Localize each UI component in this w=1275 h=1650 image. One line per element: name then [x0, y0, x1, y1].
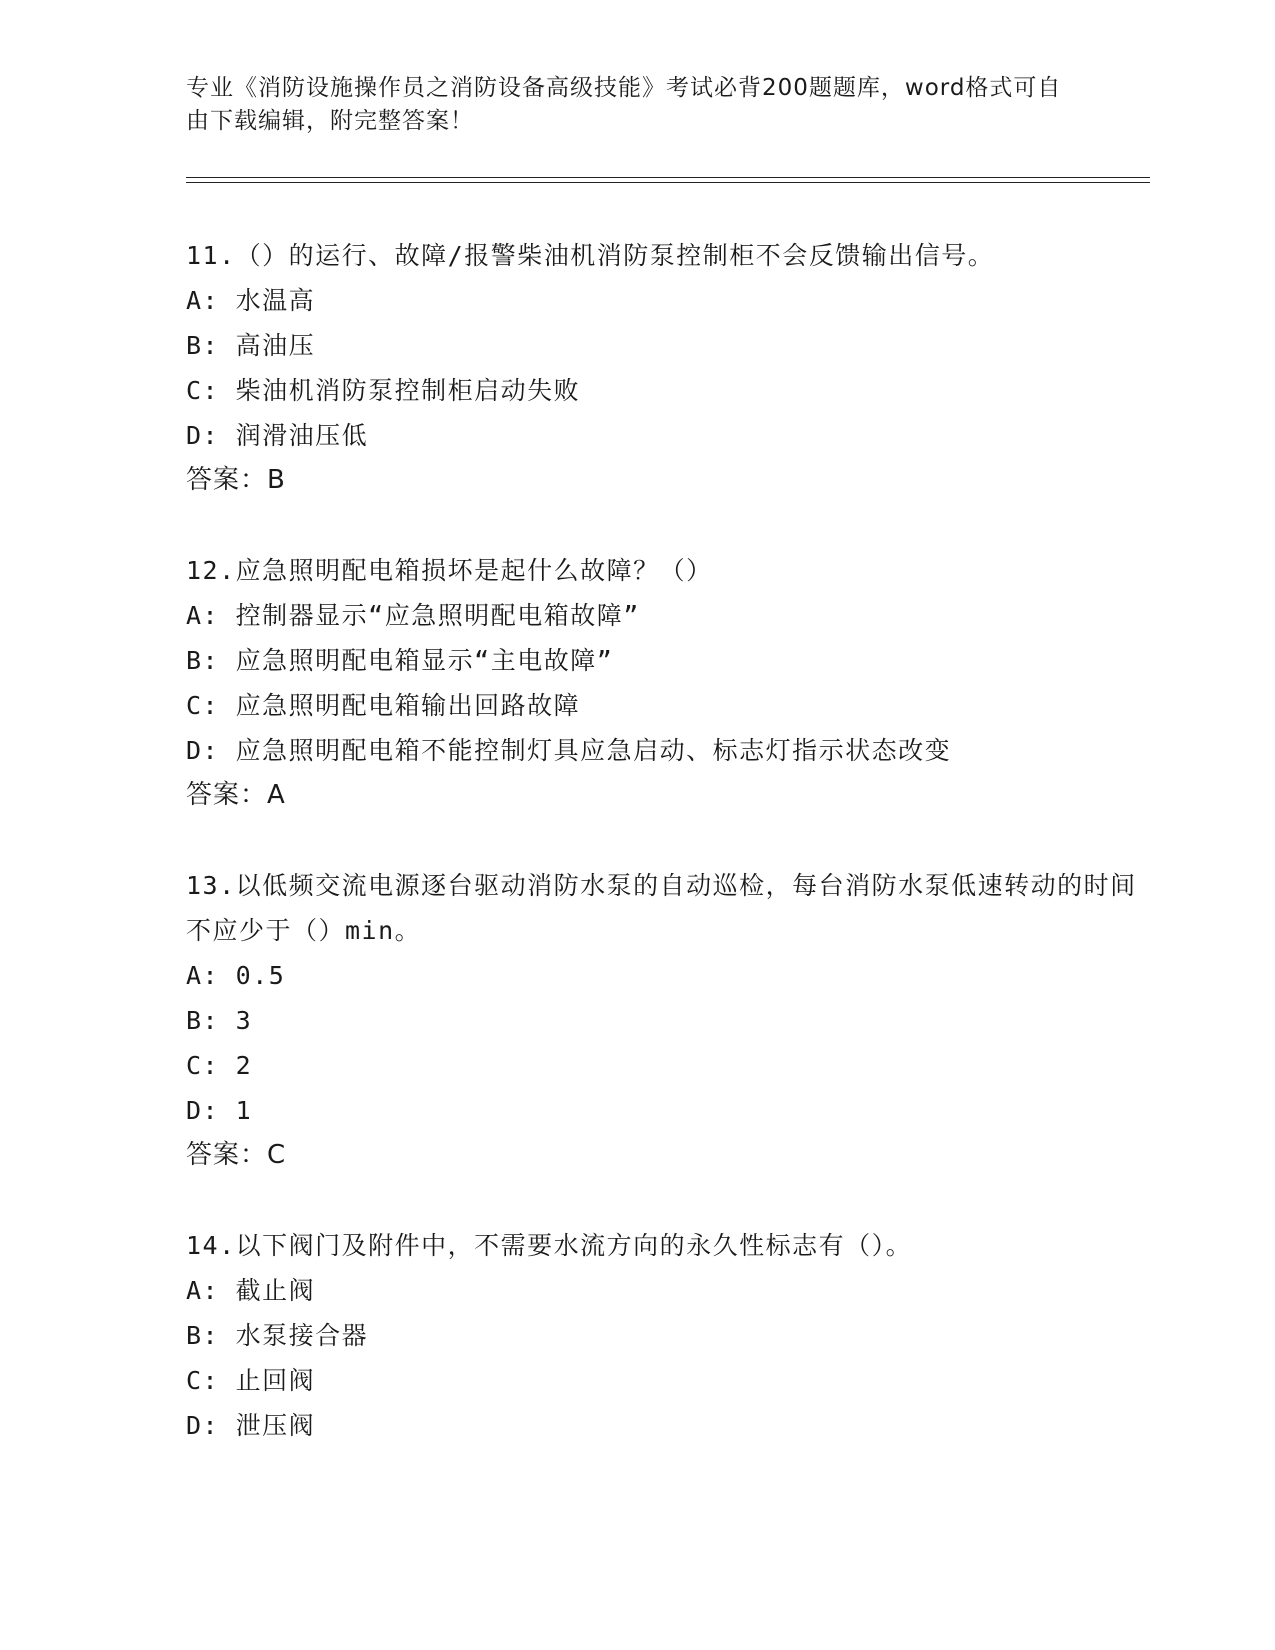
option-b: B: 水泵接合器 [186, 1321, 369, 1350]
header-rule-bottom [186, 182, 1150, 183]
question-12 [186, 548, 1146, 818]
header-rule-top [186, 177, 1150, 178]
document-header: 专业《消防设施操作员之消防设备高级技能》考试必背200题题库，word格式可自由下载编辑，附完整答案！ [186, 75, 1062, 134]
question-stem: 11.（）的运行、故障/报警柴油机消防泵控制柜不会反馈输出信号。 [186, 241, 995, 270]
option-b: B: 高油压 [186, 331, 316, 360]
option-b: B: 应急照明配电箱显示“主电故障” [186, 646, 614, 675]
option-a: A: 水温高 [186, 286, 316, 315]
question-11 [186, 233, 1146, 503]
option-a: A: 截止阀 [186, 1276, 316, 1305]
option-d: D: 泄压阀 [186, 1411, 316, 1440]
option-d: D: 1 [186, 1096, 253, 1125]
option-b: B: 3 [186, 1006, 253, 1035]
answer: 答案：B [186, 465, 286, 495]
question-list [186, 233, 1146, 1493]
question-stem: 14.以下阀门及附件中，不需要水流方向的永久性标志有（）。 [186, 1231, 913, 1260]
question-13 [186, 863, 1146, 1178]
answer: 答案：C [186, 1140, 287, 1170]
option-a: A: 0.5 [186, 961, 286, 990]
option-c: C: 止回阀 [186, 1366, 316, 1395]
option-d: D: 润滑油压低 [186, 421, 369, 450]
option-c: C: 柴油机消防泵控制柜启动失败 [186, 376, 581, 405]
question-14 [186, 1223, 1146, 1448]
option-c: C: 应急照明配电箱输出回路故障 [186, 691, 581, 720]
question-stem: 13.以低频交流电源逐台驱动消防水泵的自动巡检，每台消防水泵低速转动的时间不应少于（）min。 [186, 871, 1137, 945]
question-stem: 12.应急照明配电箱损坏是起什么故障？（） [186, 556, 713, 585]
option-d: D: 应急照明配电箱不能控制灯具应急启动、标志灯指示状态改变 [186, 736, 952, 765]
option-a: A: 控制器显示“应急照明配电箱故障” [186, 601, 640, 630]
answer: 答案：A [186, 780, 286, 810]
option-c: C: 2 [186, 1051, 253, 1080]
